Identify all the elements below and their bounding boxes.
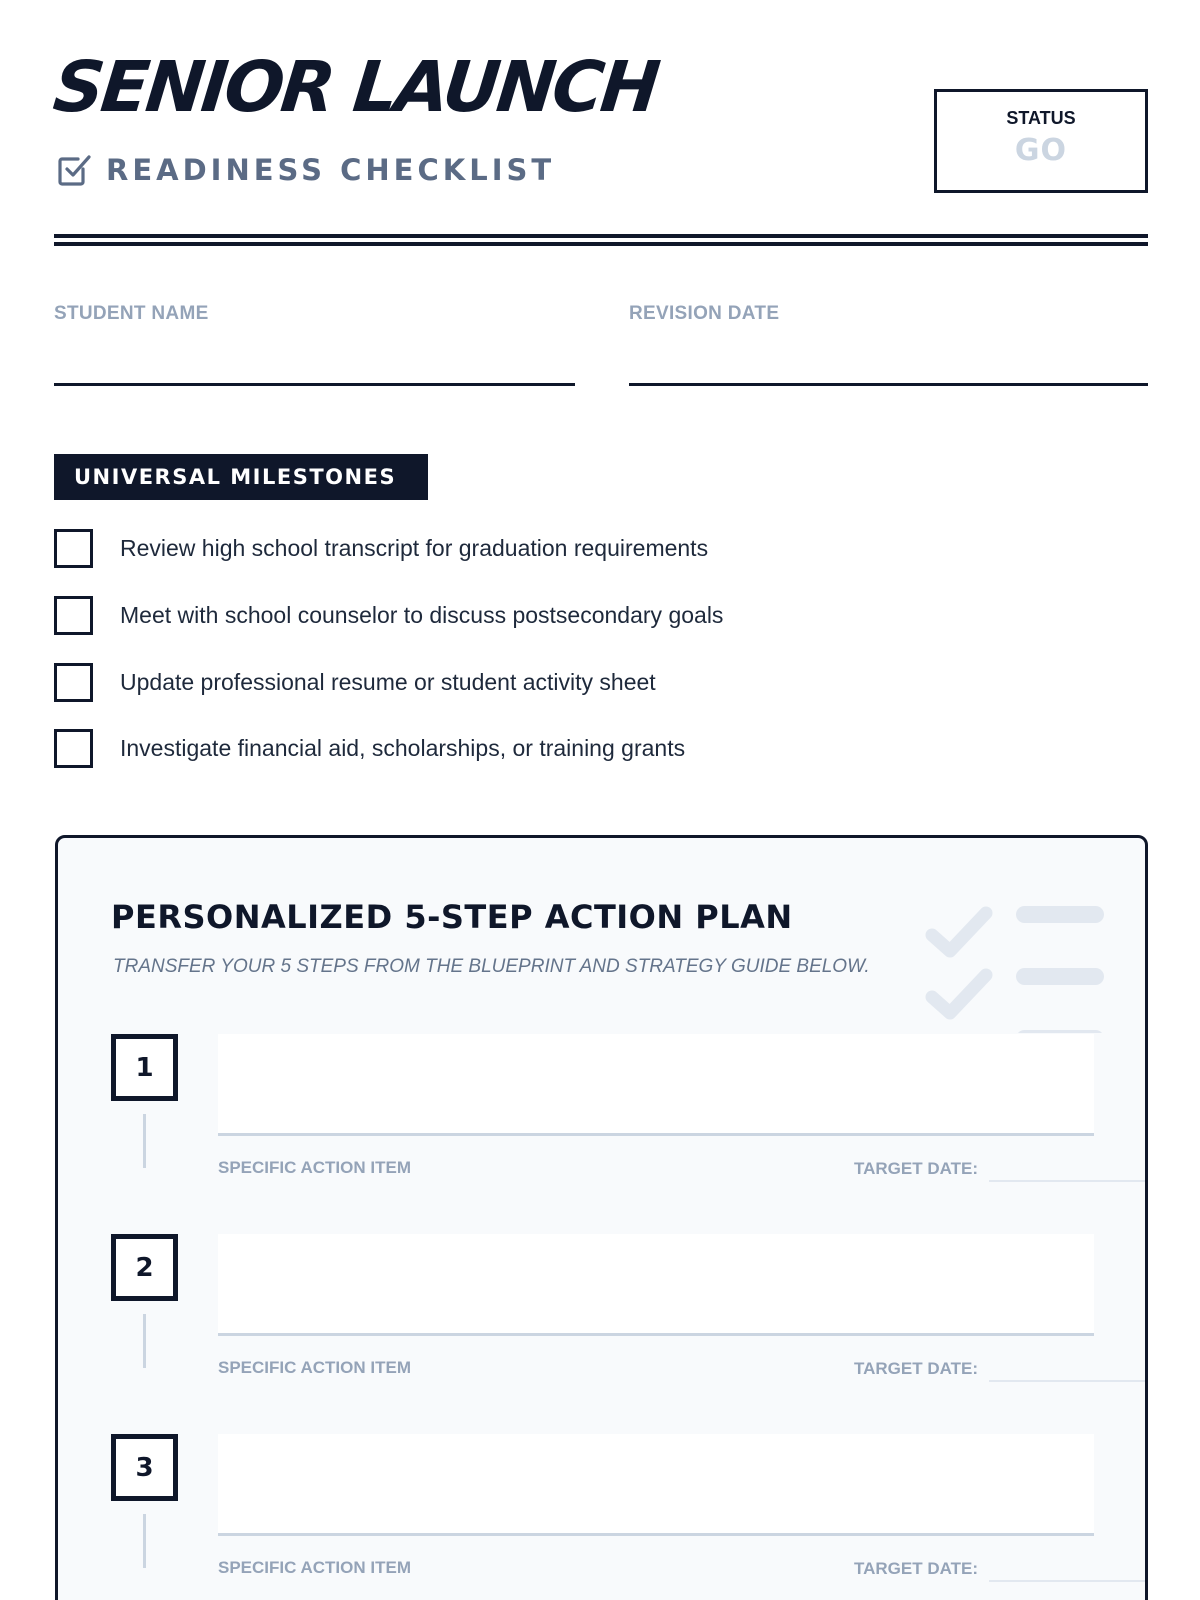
- checkbox-check-icon: [56, 152, 92, 188]
- status-value: GO: [1014, 133, 1068, 168]
- action-plan-panel: [55, 835, 1148, 1600]
- target-date-input[interactable]: [989, 1180, 1148, 1182]
- milestone-item: [54, 663, 656, 702]
- target-date-label: TARGET DATE:: [854, 1359, 979, 1378]
- header-divider-top: [54, 234, 1148, 238]
- action-plan-subtitle: TRANSFER YOUR 5 STEPS FROM THE BLUEPRINT AND STRATEGY GUIDE BELOW.: [113, 956, 870, 977]
- page-title: SENIOR LAUNCH: [49, 46, 661, 128]
- status-box: [934, 89, 1148, 193]
- milestone-text: Update professional resume or student activity sheet: [120, 669, 656, 695]
- action-item-input[interactable]: [218, 1234, 1094, 1336]
- target-date-label: TARGET DATE:: [854, 1159, 979, 1178]
- milestone-item: [54, 729, 685, 768]
- milestone-checkbox[interactable]: [54, 663, 93, 702]
- action-step: [111, 1234, 1148, 1434]
- revision-date-label: REVISION DATE: [629, 303, 780, 324]
- action-step: [111, 1434, 1148, 1600]
- milestone-text: Investigate financial aid, scholarships, or training grants: [120, 735, 686, 761]
- milestone-item: [54, 596, 723, 635]
- milestones-heading: UNIVERSAL MILESTONES: [54, 454, 428, 500]
- step-connector: [143, 1514, 146, 1568]
- step-connector: [143, 1314, 146, 1368]
- action-item-label: SPECIFIC ACTION ITEM: [218, 1358, 411, 1377]
- header-divider-bottom: [54, 242, 1148, 246]
- step-number-badge: 2: [111, 1234, 178, 1301]
- step-number-badge: 1: [111, 1034, 178, 1101]
- milestone-checkbox[interactable]: [54, 596, 93, 635]
- target-date-input[interactable]: [989, 1380, 1148, 1382]
- action-item-input[interactable]: [218, 1034, 1094, 1136]
- action-item-label: SPECIFIC ACTION ITEM: [218, 1558, 411, 1577]
- subtitle-row: [56, 152, 555, 188]
- student-name-label: STUDENT NAME: [54, 303, 209, 324]
- revision-date-field[interactable]: [629, 383, 1148, 386]
- step-number-badge: 3: [111, 1434, 178, 1501]
- target-date-label: TARGET DATE:: [854, 1559, 979, 1578]
- milestone-text: Review high school transcript for graduation requirements: [120, 535, 709, 561]
- action-step: [111, 1034, 1148, 1234]
- checklist-icon: [920, 893, 1110, 1033]
- step-connector: [143, 1114, 146, 1168]
- milestone-checkbox[interactable]: [54, 729, 93, 768]
- milestone-item: [54, 529, 708, 568]
- milestone-text: Meet with school counselor to discuss postsecondary goals: [120, 602, 724, 628]
- target-date-input[interactable]: [989, 1580, 1148, 1582]
- status-label: STATUS: [1006, 108, 1076, 128]
- milestone-checkbox[interactable]: [54, 529, 93, 568]
- action-plan-title: PERSONALIZED 5-STEP ACTION PLAN: [111, 898, 793, 936]
- action-item-input[interactable]: [218, 1434, 1094, 1536]
- page-subtitle: READINESS CHECKLIST: [106, 153, 556, 187]
- student-name-field[interactable]: [54, 383, 575, 386]
- action-item-label: SPECIFIC ACTION ITEM: [218, 1158, 411, 1177]
